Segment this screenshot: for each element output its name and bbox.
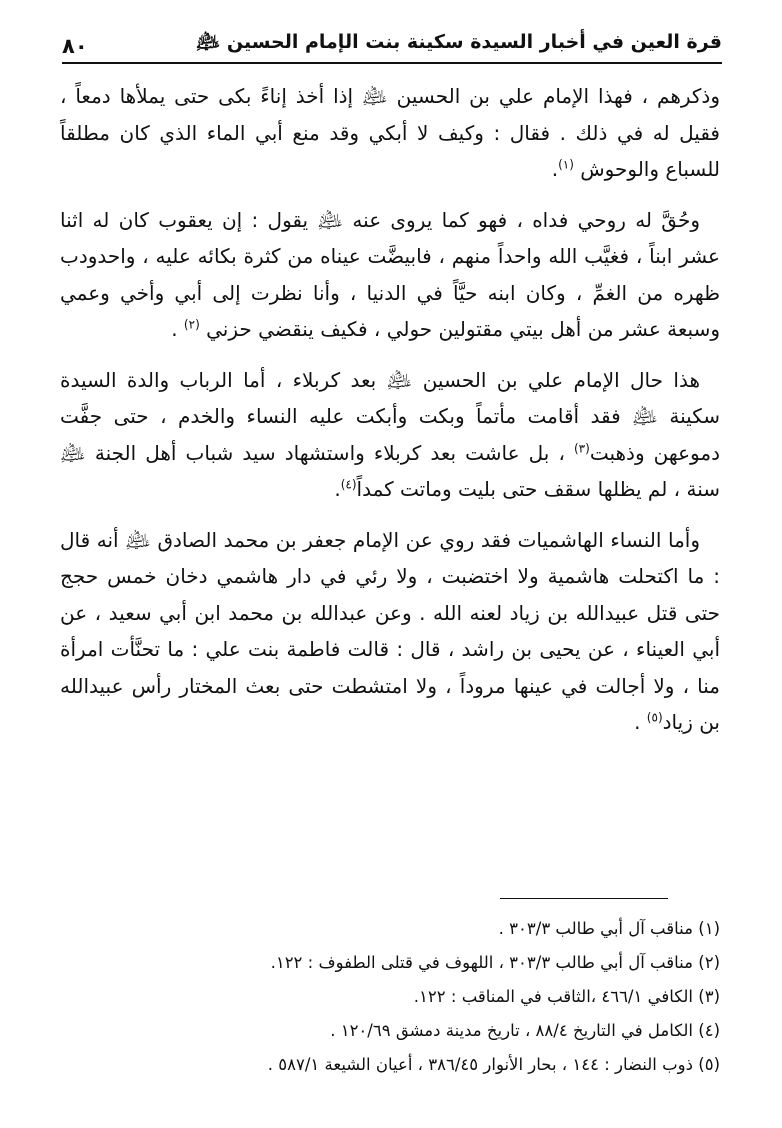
paragraph-text: هذا حال الإمام علي بن الحسين ﵇ بعد كربلاء ، أما الرباب والدة السيدة سكينة ﵇ فقد أقامت مأتماً وبكت وأبكت عليه النساء والخدم ، حتى جفَّت دموعهن وذهبت [60,367,720,465]
paragraph-end-mark: . [634,710,641,734]
paragraph-end-mark: . [551,157,559,181]
footnote-2: (٢) مناقب آل أبي طالب ٣٠٣/٣ ، اللهوف في قتلى الطفوف : ١٢٢. [270,953,720,972]
footnote-5: (٥) ذوب النضار : ١٤٤ ، بحار الأنوار ٣٨٦/٤٥ ، أعيان الشيعة ٥٨٧/١ . [267,1055,720,1074]
running-title: قرة العين في أخبار السيدة سكينة بنت الإمام الحسين ﵇ [195,31,722,53]
paragraph-text: وحُقَّ له روحي فداه ، فهو كما يروى عنه ﵇ يقول : إن يعقوب كان له اثنا عشر ابناً ، فغيَّب الله واحداً منهم ، فابيضَّت عيناه من كثرة بكائه عليه ، واحدودب ظهره من الغمِّ ، وكان ابنه حيَّاً في الدنيا ، وأنا نظرت إلى أبي وأخي وعمي وسبعة عشر من أهل بيتي مقتولين حولي ، فكيف ينقضي حزني [60,207,720,341]
paragraph-end-mark: . [171,317,178,341]
footnote-ref: (٣) [573,440,590,455]
paragraph-text: وذكرهم ، فهذا الإمام علي بن الحسين ﵇ إذا أخذ إناءً بكى حتى يملأها دمعاً ، فقيل له في ذلك . فقال : وكيف لا أبكي وقد منع أبي الماء الذي كان مطلقاً للسباع والوحوش [60,84,720,181]
footnote-ref: (٥) [646,710,663,725]
paragraph-text: ، بل عاشت بعد كربلاء واستشهاد سيد شباب أهل الجنة ﵇ سنة ، لم يظلها سقف حتى بليت وماتت كمداً [60,440,720,501]
footnote-ref: (٤) [340,477,357,492]
footnote-4: (٤) الكامل في التاريخ ٨٨/٤ ، تاريخ مدينة دمشق ١٢٠/٦٩ . [330,1021,720,1040]
paragraph-2 [60,202,720,348]
paragraph-1 [60,78,720,188]
paragraph-text: وأما النساء الهاشميات فقد روي عن الإمام جعفر بن محمد الصادق ﵇ أنه قال : ما اكتحلت هاشمية ولا اختضبت ، ولا رئي في دار هاشمي دخان خمس حجج حتى قتل عبيدالله بن زياد لعنه الله . وعن عبدالله بن محمد ابن أبي سعيد ، عن أبي العيناء ، عن يحيى بن راشد ، قال : قالت فاطمة بنت علي : ما تحنَّأت امرأة منا ، ولا أجالت في عينها مروداً ، ولا امتشطت حتى بعث المختار رأس عبيدالله بن زياد [60,527,720,734]
page-header [62,26,722,64]
paragraph-end-mark: . [334,477,341,501]
paragraph-4 [60,522,720,741]
main-text [60,78,720,755]
page-number: ٨٠ [62,34,88,58]
paragraph-3 [60,362,720,508]
footnotes [60,912,720,1082]
footnote-divider [500,898,668,899]
footnote-1: (١) مناقب آل أبي طالب ٣٠٣/٣ . [498,919,720,938]
footnote-ref: (٢) [183,317,200,332]
footnote-ref: (١) [558,157,574,172]
footnote-3: (٣) الكافي ٤٦٦/١ ،الثاقب في المناقب : ١٢٢. [413,987,720,1006]
